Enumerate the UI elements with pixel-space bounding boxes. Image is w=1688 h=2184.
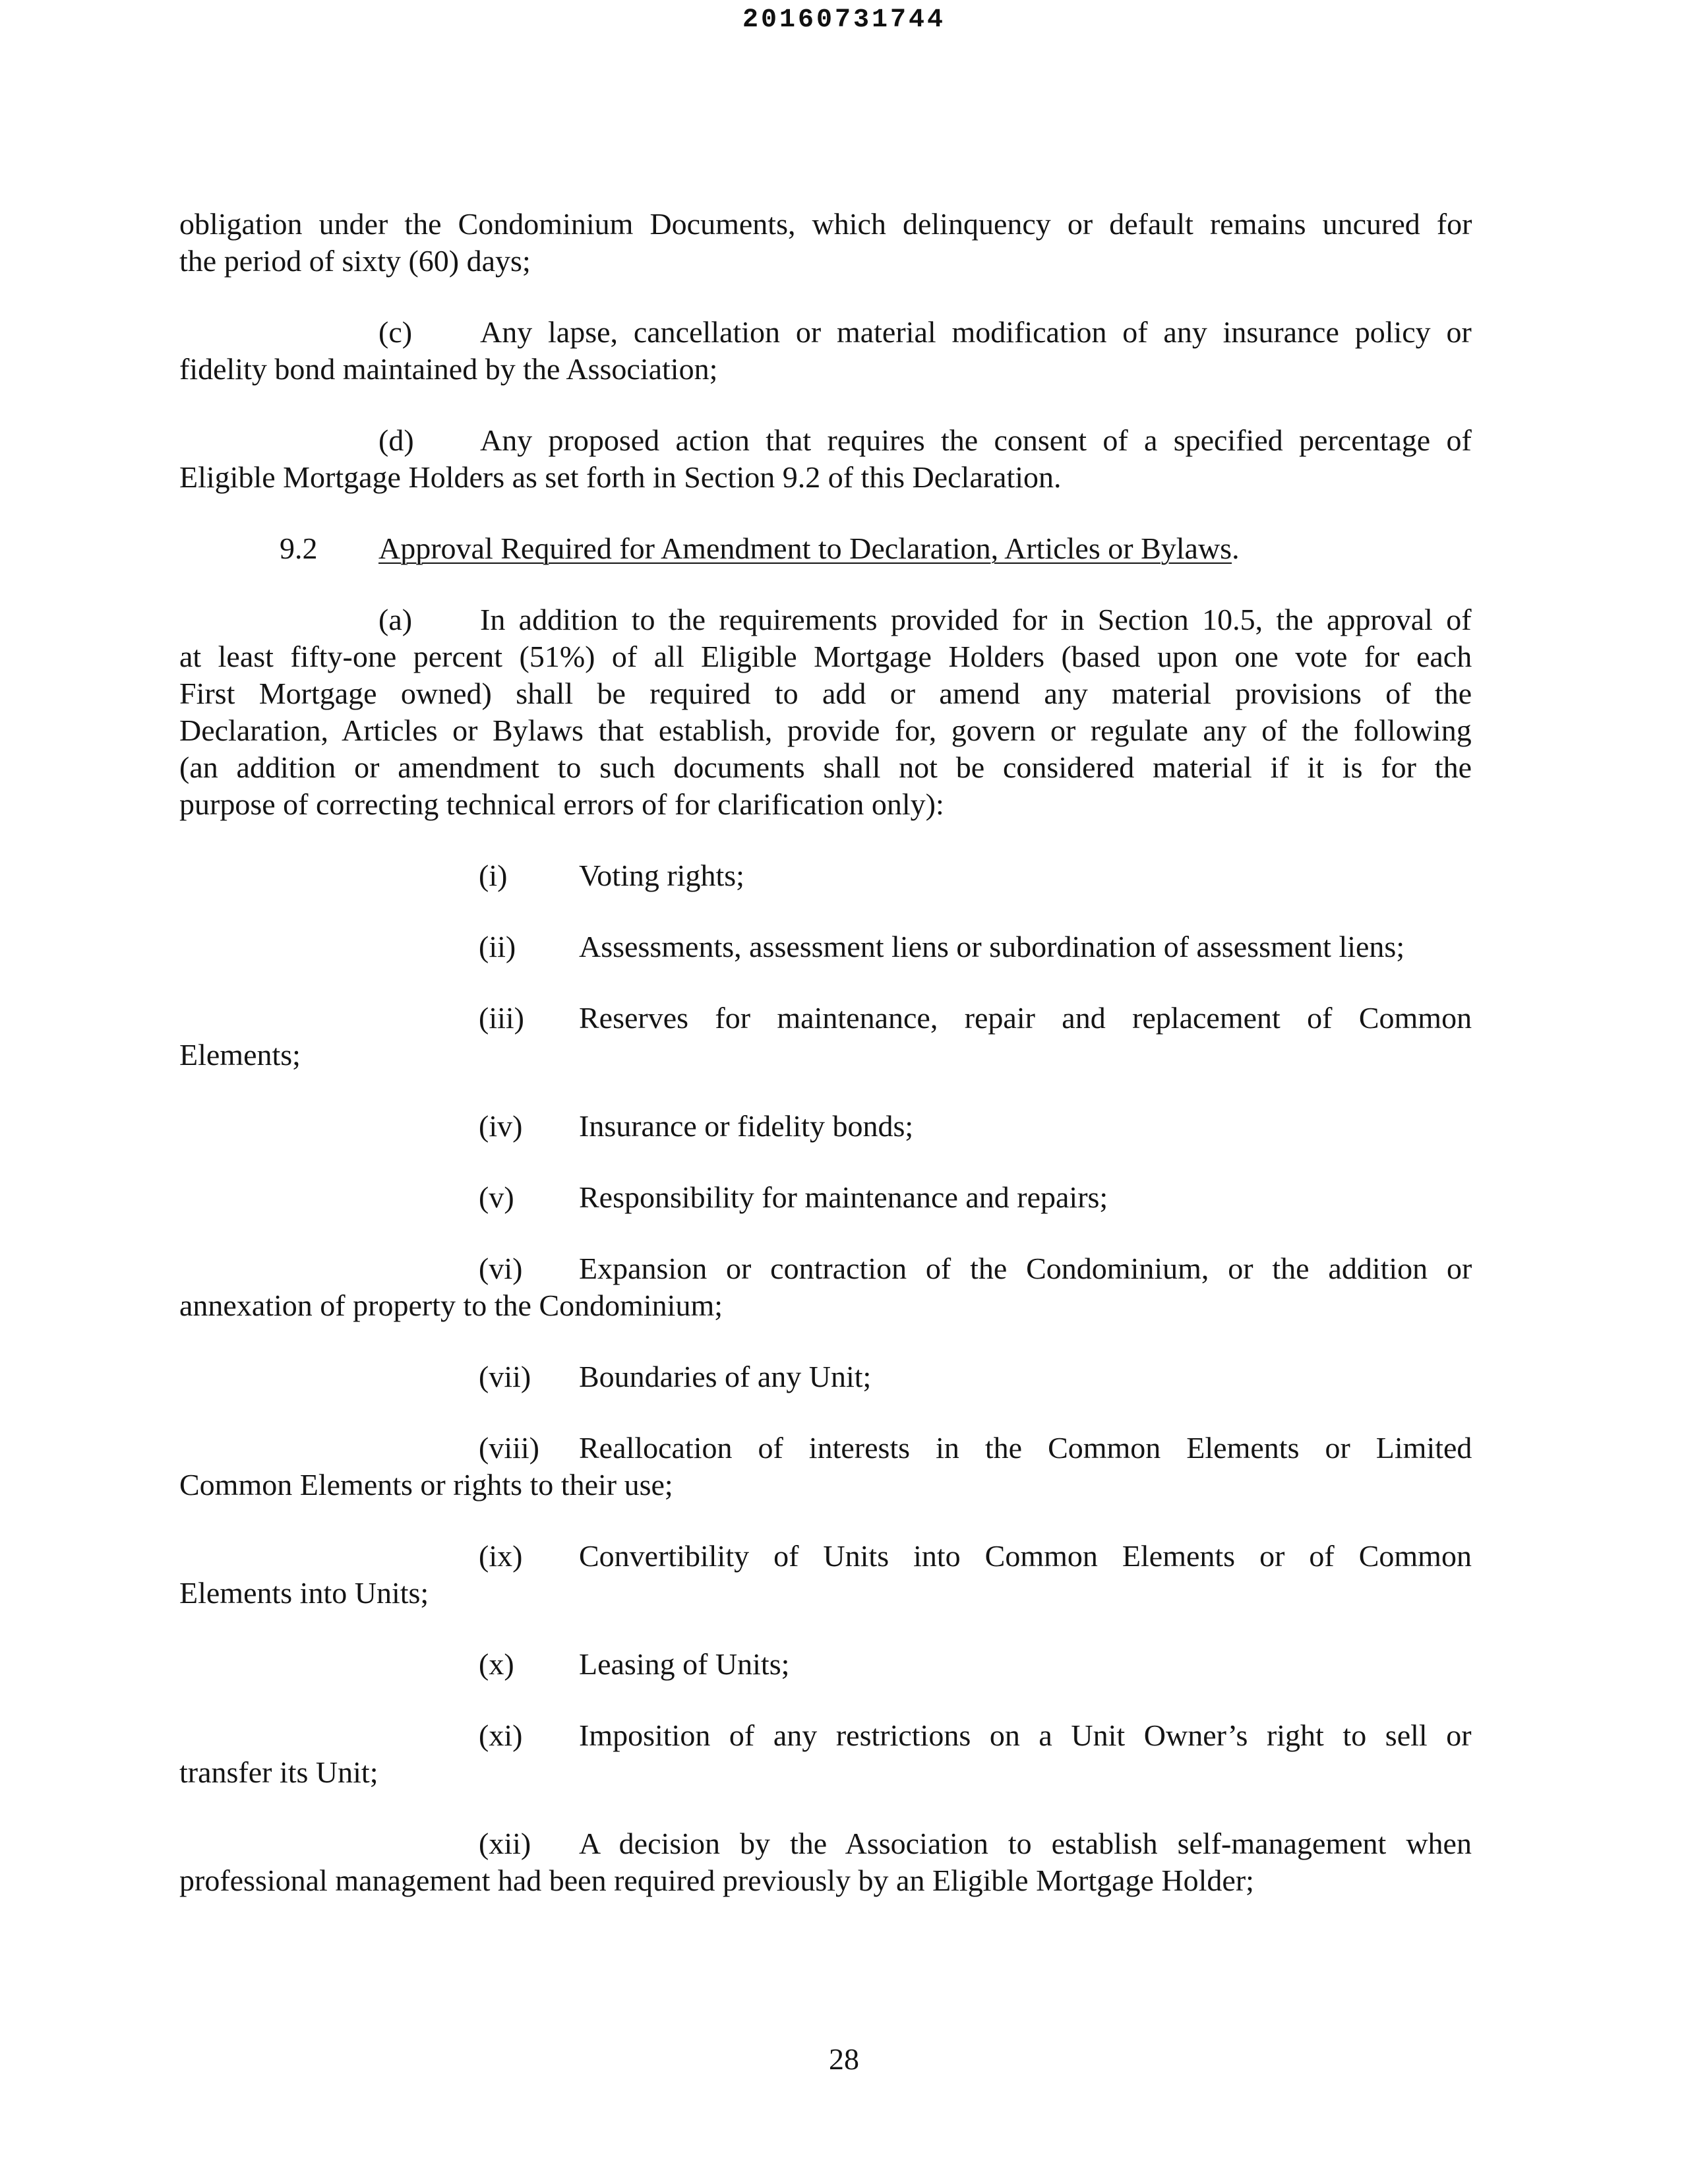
item-x-text: Leasing of Units; <box>579 1647 790 1681</box>
para-a-line6: purpose of correcting technical errors of for clarification only): <box>179 787 944 821</box>
page-number: 28 <box>829 2042 859 2076</box>
section-number: 9.2 <box>280 531 318 565</box>
para-b-continuation-line2: the period of sixty (60) days; <box>179 244 531 278</box>
para-a-line1: In addition to the requirements provided for in Section 10.5, the approval of <box>480 603 1472 636</box>
item-xii-line2: professional management had been required previously by an Eligible Mortgage Holder; <box>179 1864 1254 1897</box>
item-vii-label: (vii) <box>479 1360 531 1393</box>
item-ii-text: Assessments, assessment liens or subordination of assessment liens; <box>579 930 1405 963</box>
item-vii-text: Boundaries of any Unit; <box>579 1360 872 1393</box>
item-viii-label: (viii) <box>479 1431 539 1465</box>
item-iii-label: (iii) <box>479 1001 524 1035</box>
para-d-line2: Eligible Mortgage Holders as set forth in Section 9.2 of this Declaration. <box>179 460 1062 494</box>
item-i-text: Voting rights; <box>579 859 744 892</box>
item-i-label: (i) <box>479 859 508 892</box>
item-vi-line2: annexation of property to the Condominium; <box>179 1289 723 1322</box>
item-xi-line1: Imposition of any restrictions on a Unit Owner’s right to sell or <box>579 1718 1472 1752</box>
para-d-line1: Any proposed action that requires the consent of a specified percentage of <box>480 423 1472 457</box>
item-xi-label: (xi) <box>479 1718 523 1752</box>
item-xii-label: (xii) <box>479 1827 531 1860</box>
item-xi-line2: transfer its Unit; <box>179 1755 378 1789</box>
item-iii-line1: Reserves for maintenance, repair and replacement of Common <box>579 1001 1472 1035</box>
para-c-line1: Any lapse, cancellation or material modification of any insurance policy or <box>480 315 1472 349</box>
para-c-line2: fidelity bond maintained by the Association; <box>179 352 718 386</box>
item-v-label: (v) <box>479 1180 514 1214</box>
section-title: Approval Required for Amendment to Declaration, Articles or Bylaws <box>378 531 1232 565</box>
para-a-label: (a) <box>378 603 413 636</box>
item-x-label: (x) <box>479 1647 514 1681</box>
item-xii-line1: A decision by the Association to establish self-management when <box>579 1827 1472 1860</box>
para-b-continuation-line1: obligation under the Condominium Documents, which delinquency or default remains uncured for <box>179 207 1472 241</box>
item-iii-line2: Elements; <box>179 1038 301 1072</box>
item-ix-label: (ix) <box>479 1539 523 1573</box>
para-a-line5: (an addition or amendment to such documents shall not be considered material if it is for the <box>179 750 1472 784</box>
section-title-period: . <box>1232 531 1240 565</box>
para-a-line4: Declaration, Articles or Bylaws that establish, provide for, govern or regulate any of the following <box>179 713 1472 747</box>
item-ix-line2: Elements into Units; <box>179 1576 429 1610</box>
item-viii-line1: Reallocation of interests in the Common Elements or Limited <box>579 1431 1472 1465</box>
item-iv-label: (iv) <box>479 1109 523 1143</box>
document-number: 20160731744 <box>742 5 946 35</box>
para-a-line2: at least fifty-one percent (51%) of all Eligible Mortgage Holders (based upon one vote for each <box>179 640 1472 673</box>
item-vi-label: (vi) <box>479 1252 523 1285</box>
section-heading <box>378 530 1240 567</box>
item-vi-line1: Expansion or contraction of the Condominium, or the addition or <box>579 1252 1472 1285</box>
item-viii-line2: Common Elements or rights to their use; <box>179 1468 673 1502</box>
para-c-label: (c) <box>378 315 413 349</box>
item-ix-line1: Convertibility of Units into Common Elements or of Common <box>579 1539 1472 1573</box>
para-d-label: (d) <box>378 423 414 457</box>
item-ii-label: (ii) <box>479 930 516 963</box>
para-a-line3: First Mortgage owned) shall be required to add or amend any material provisions of the <box>179 677 1472 710</box>
item-v-text: Responsibility for maintenance and repairs; <box>579 1180 1108 1214</box>
item-iv-text: Insurance or fidelity bonds; <box>579 1109 914 1143</box>
